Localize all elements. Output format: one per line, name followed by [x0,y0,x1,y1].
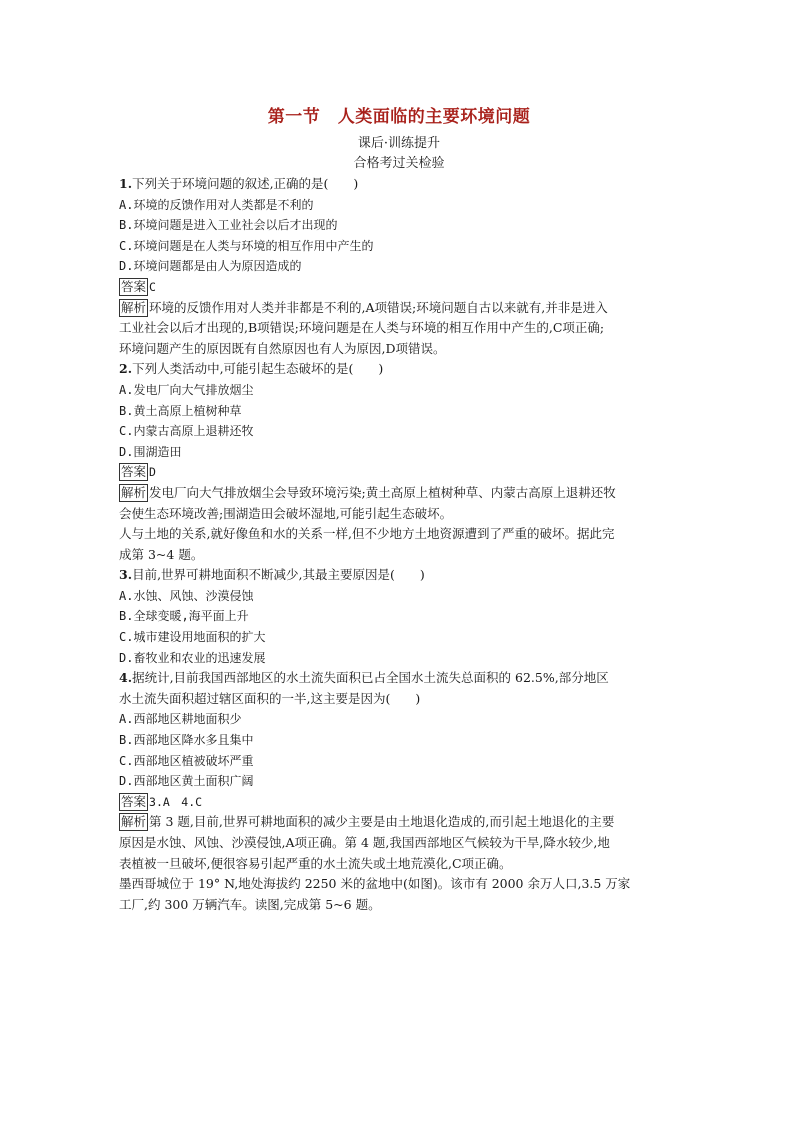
analysis-line: 第 3 题,目前,世界可耕地面积的减少主要是由土地退化造成的,而引起土地退化的主要 [149,814,615,830]
question-1-option-b: B.环境问题是进入工业社会以后才出现的 [119,218,338,233]
question-3-option-c: C.城市建设用地面积的扩大 [119,630,266,645]
question-1-analysis [119,298,679,319]
analysis-tag: 解析 [121,299,147,315]
analysis-tag: 解析 [121,814,147,830]
answer-tag: 答案 [121,278,147,294]
question-number: 2. [119,361,133,377]
section-subtitle-level: 合格考过关检验 [353,156,445,171]
question-1-analysis-line-2: 工业社会以后才出现的,B项错误;环境问题是在人类与环境的相互作用中产生的,C项正确; [119,320,605,336]
question-2-option-c: C.内蒙古高原上退耕还牧 [119,424,254,439]
question-number: 1. [119,176,133,191]
question-text: 目前,世界可耕地面积不断减少,其最主要原因是( ) [132,567,425,583]
page-title: 第一节 人类面临的主要环境问题 [267,107,531,127]
analysis-line: 环境的反馈作用对人类并非都是不利的,A项错误;环境问题自古以来就有,并非是进入 [149,299,608,315]
question-4-option-d: D.西部地区黄土面积广阔 [119,774,254,789]
material-5-6-line-1: 墨西哥城位于 19° N,地处海拔约 2250 米的盆地中(如图)。该市有 2000 余万人口,3.5 万家 [119,876,631,892]
question-1-option-a: A.环境的反馈作用对人类都是不利的 [119,197,314,212]
question-text: 下列人类活动中,可能引起生态破坏的是( ) [132,361,384,377]
question-3-4-answer [119,792,679,813]
question-2-analysis-line-2: 会使生态环境改善;围湖造田会破坏湿地,可能引起生态破坏。 [119,505,453,521]
analysis-tag: 解析 [121,484,147,500]
question-1-stem [119,174,679,195]
question-3-4-analysis [119,812,679,833]
question-2-answer [119,462,679,483]
question-3-option-d: D.畜牧业和农业的迅速发展 [119,650,266,665]
question-1-analysis-line-3: 环境问题产生的原因既有自然原因也有人为原因,D项错误。 [119,340,446,356]
material-3-4-line-2: 成第 3~4 题。 [119,546,204,562]
question-3-option-b: B.全球变暖,海平面上升 [119,609,249,624]
answer-value: 3.A 4.C [149,794,203,809]
question-2-analysis [119,483,679,504]
question-4-option-b: B.西部地区降水多且集中 [119,733,254,748]
question-1-option-c: C.环境问题是在人类与环境的相互作用中产生的 [119,238,374,253]
question-3-4-analysis-line-3: 表植被一旦破坏,便很容易引起严重的水土流失或土地荒漠化,C项正确。 [119,855,512,871]
question-2-option-b: B.黄土高原上植树种草 [119,403,242,418]
answer-tag: 答案 [121,464,147,480]
answer-tag: 答案 [121,793,147,809]
question-2-stem [119,359,679,380]
question-text: 据统计,目前我国西部地区的水土流失面积已占全国水土流失总面积的 62.5%,部分地区 [132,670,609,686]
question-1-option-d: D.环境问题都是由人为原因造成的 [119,259,302,274]
document-page [119,104,679,915]
question-3-stem [119,565,679,586]
question-4-option-c: C.西部地区植被破坏严重 [119,753,254,768]
analysis-line: 发电厂向大气排放烟尘会导致环境污染;黄土高原上植树种草、内蒙古高原上退耕还牧 [149,484,616,500]
question-number: 4. [119,670,133,686]
question-3-option-a: A.水蚀、风蚀、沙漠侵蚀 [119,588,254,603]
material-3-4-line-1: 人与土地的关系,就好像鱼和水的关系一样,但不少地方土地资源遭到了严重的破坏。据此完 [119,526,615,542]
material-5-6-line-2: 工厂,约 300 万辆汽车。读图,完成第 5~6 题。 [119,896,381,912]
question-4-stem [119,668,679,689]
question-2-option-a: A.发电厂向大气排放烟尘 [119,382,254,397]
question-number: 3. [119,567,133,583]
answer-value: C [149,279,156,294]
question-4-option-a: A.西部地区耕地面积少 [119,712,242,727]
question-1-answer [119,277,679,298]
question-3-4-analysis-line-2: 原因是水蚀、风蚀、沙漠侵蚀,A项正确。第 4 题,我国西部地区气候较为干旱,降水较少,地 [119,835,610,850]
question-4-stem-line-2: 水土流失面积超过辖区面积的一半,这主要是因为( ) [119,690,421,706]
question-2-option-d: D.围湖造田 [119,444,182,459]
answer-value: D [149,465,156,480]
question-text: 下列关于环境问题的叙述,正确的是( ) [132,176,359,191]
section-subtitle: 课后·训练提升 [357,136,441,151]
